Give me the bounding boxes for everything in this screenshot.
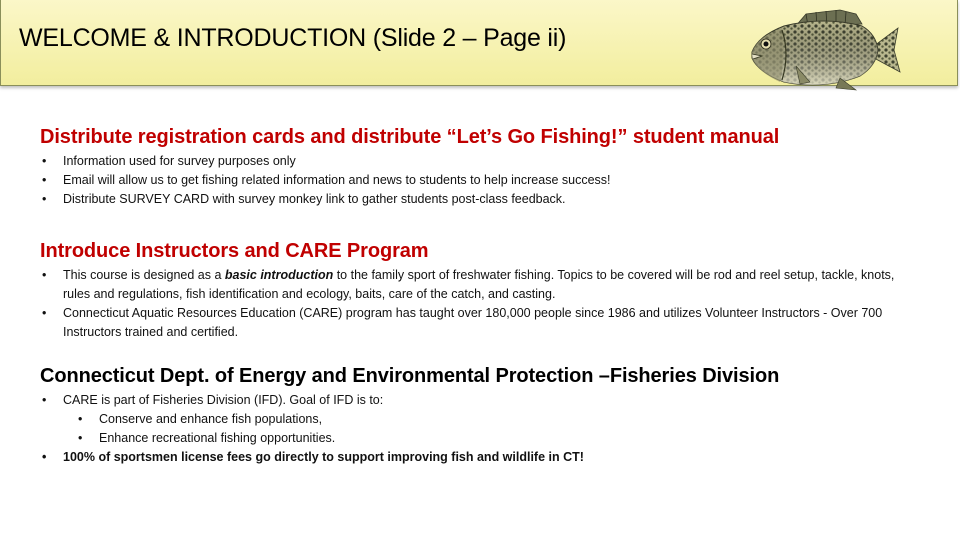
bullet-list <box>40 152 920 209</box>
section-heading-fisheries: Connecticut Dept. of Energy and Environmental Protection –Fisheries Division <box>40 365 780 387</box>
section-deep-fisheries <box>40 363 920 467</box>
slide-title: WELCOME & INTRODUCTION (Slide 2 – Page ii) <box>19 24 567 52</box>
crappie-fish-image <box>744 6 902 96</box>
emphasis-text: basic introduction <box>224 268 334 282</box>
list-item <box>40 266 920 304</box>
sub-list-item: • Conserve and enhance fish populations, <box>63 410 920 429</box>
sub-bullet-list <box>63 410 920 448</box>
list-item: • Connecticut Aquatic Resources Education (CARE) program has taught over 180,000 people since 1986 and utilizes Volunteer Instructors - Over 700 Instructors trained and certified. <box>40 304 920 342</box>
list-item: • Email will allow us to get fishing related information and news to students to help increase success! <box>40 171 920 190</box>
list-item: • Distribute SURVEY CARD with survey monkey link to gather students post-class feedback. <box>40 190 920 209</box>
bullet-list <box>40 391 920 467</box>
list-item-text: CARE is part of Fisheries Division (IFD). Goal of IFD is to: <box>63 393 384 407</box>
section-instructors <box>40 238 920 342</box>
section-registration <box>40 124 920 209</box>
section-heading-instructors: Introduce Instructors and CARE Program <box>40 240 429 262</box>
bullet-list <box>40 266 920 342</box>
sub-list-item: • Enhance recreational fishing opportunities. <box>63 429 920 448</box>
list-item-text: This course is designed as a <box>63 268 225 282</box>
list-item <box>40 391 920 448</box>
list-item: • 100% of sportsmen license fees go directly to support improving fish and wildlife in CT! <box>40 448 920 467</box>
list-item: • Information used for survey purposes only <box>40 152 920 171</box>
section-heading-registration: Distribute registration cards and distribute “Let’s Go Fishing!” student manual <box>40 126 780 148</box>
list-item-text: to the family sport of freshwater fishing. Topics to be covered will be rod and reel setup, tackle, knots, rules and regulations, fish identification and ecology, baits, care of the catch, and casting. <box>63 268 895 301</box>
